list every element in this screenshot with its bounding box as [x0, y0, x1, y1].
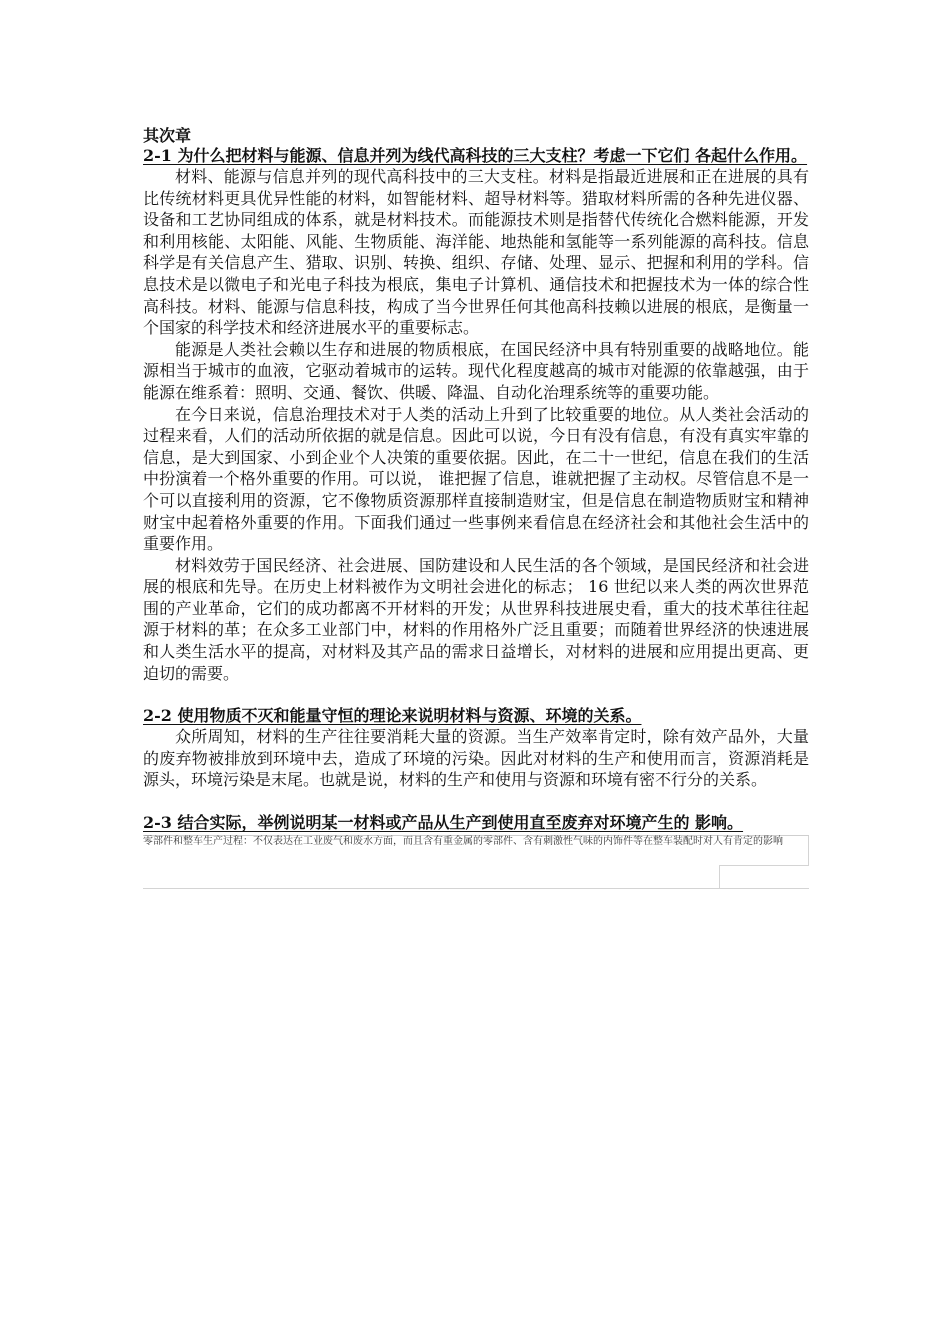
- question-2-3-title: 2-3 结合实际，举例说明某一材料或产品从生产到使用直至废弃对环境产生的 影响。: [143, 813, 744, 833]
- section-spacer: [143, 684, 809, 706]
- answer-2-2-paragraph: 众所周知，材料的生产往往要消耗大量的资源。当生产效率肯定时，除有效产品外，大量的废弃物被排放到环境中去，造成了环境的污染。因此对材料的生产和使用而言，资源消耗是源头，环境污染是末尾。也就是说，材料的生产和使用与资源和环境有密不行分的关系。: [143, 727, 809, 790]
- box-border-right: [808, 836, 809, 865]
- question-2-1-title: 2-1 为什么把材料与能源、信息并列为线代高科技的三大支柱？考虑一下它们 各起什么作用。: [143, 146, 808, 165]
- answer-2-1-paragraph: 材料效劳于国民经济、社会进展、国防建设和人民生活的各个领域，是国民经济和社会进展的根底和先导。在历史上材料被作为文明社会进化的标志； 16 世纪以来人类的两次世界范围的产业革命，它们的成功都离不开材料的开发；从世界科技进展史看，重大的技术革往往起源于材料的革；在众多工业部门中，材料的作用格外广泛且重要；而随着世界经济的快速进展和人类生活水平的提高，对材料及其产品的需求日益增长，对材料的进展和应用提出更高、更迫切的需要。: [143, 555, 809, 683]
- box-border-step-vertical: [719, 865, 720, 888]
- box-border-step: [719, 865, 809, 866]
- answer-2-3-box: [143, 835, 809, 886]
- answer-2-1-paragraph: 能源是人类社会赖以生存和进展的物质根底，在国民经济中具有特别重要的战略地位。能源相当于城市的血液，它驱动着城市的运转。现代化程度越高的城市对能源的依靠越强，由于能源在维系着：照明、交通、餐饮、供暖、降温、自动化治理系统等的重要功能。: [143, 339, 809, 402]
- answer-2-1-paragraph: 材料、能源与信息并列的现代高科技中的三大支柱。材料是指最近进展和正在进展的具有比传统材料更具优异性能的材料，如智能材料、超导材料等。猎取材料所需的各种先进仪器、设备和工艺协同组成的体系，就是材料技术。而能源技术则是指替代传统化合燃料能源，开发和利用核能、太阳能、风能、生物质能、海洋能、地热能和氢能等一系列能源的高科技。信息科学是有关信息产生、猎取、识别、转换、组织、存储、处理、显示、把握和利用的学科。信息技术是以微电子和光电子科技为根底，集电子计算机、通信技术和把握技术为一体的综合性高科技。材料、能源与信息科技，构成了当今世界任何其他高科技赖以进展的根底，是衡量一个国家的科学技术和经济进展水平的重要标志。: [143, 167, 809, 338]
- answer-2-1-paragraph: 在今日来说，信息治理技术对于人类的活动上升到了比较重要的地位。从人类社会活动的过程来看，人们的活动所依据的就是信息。因此可以说，今日有没有信息，有没有真实牢靠的信息，是大到国家、小到企业个人决策的重要依据。因此，在二十一世纪，信息在我们的生活中扮演着一个格外重要的作用。可以说， 谁把握了信息，谁就把握了主动权。尽管信息不是一个可以直接利用的资源，它不像物质资源那样直接制造财宝，但是信息在制造物质财宝和精神财宝中起着格外重要的作用。下面我们通过一些事例来看信息在经济社会和其他社会生活中的重要作用。: [143, 404, 809, 554]
- document-content: [143, 126, 809, 886]
- section-spacer: [143, 791, 809, 813]
- answer-2-3-text: 零部件和整车生产过程：不仅表达在工业废气和废水方面，而且含有重金属的零部件、含有刺激性气味的内饰件等在整车装配时对人有肯定的影响: [143, 836, 783, 848]
- question-2-2-title: 2-2 使用物质不灭和能量守恒的理论来说明材料与资源、环境的关系。: [143, 706, 642, 726]
- box-border-bottom: [143, 888, 809, 889]
- chapter-title: 其次章: [143, 126, 192, 145]
